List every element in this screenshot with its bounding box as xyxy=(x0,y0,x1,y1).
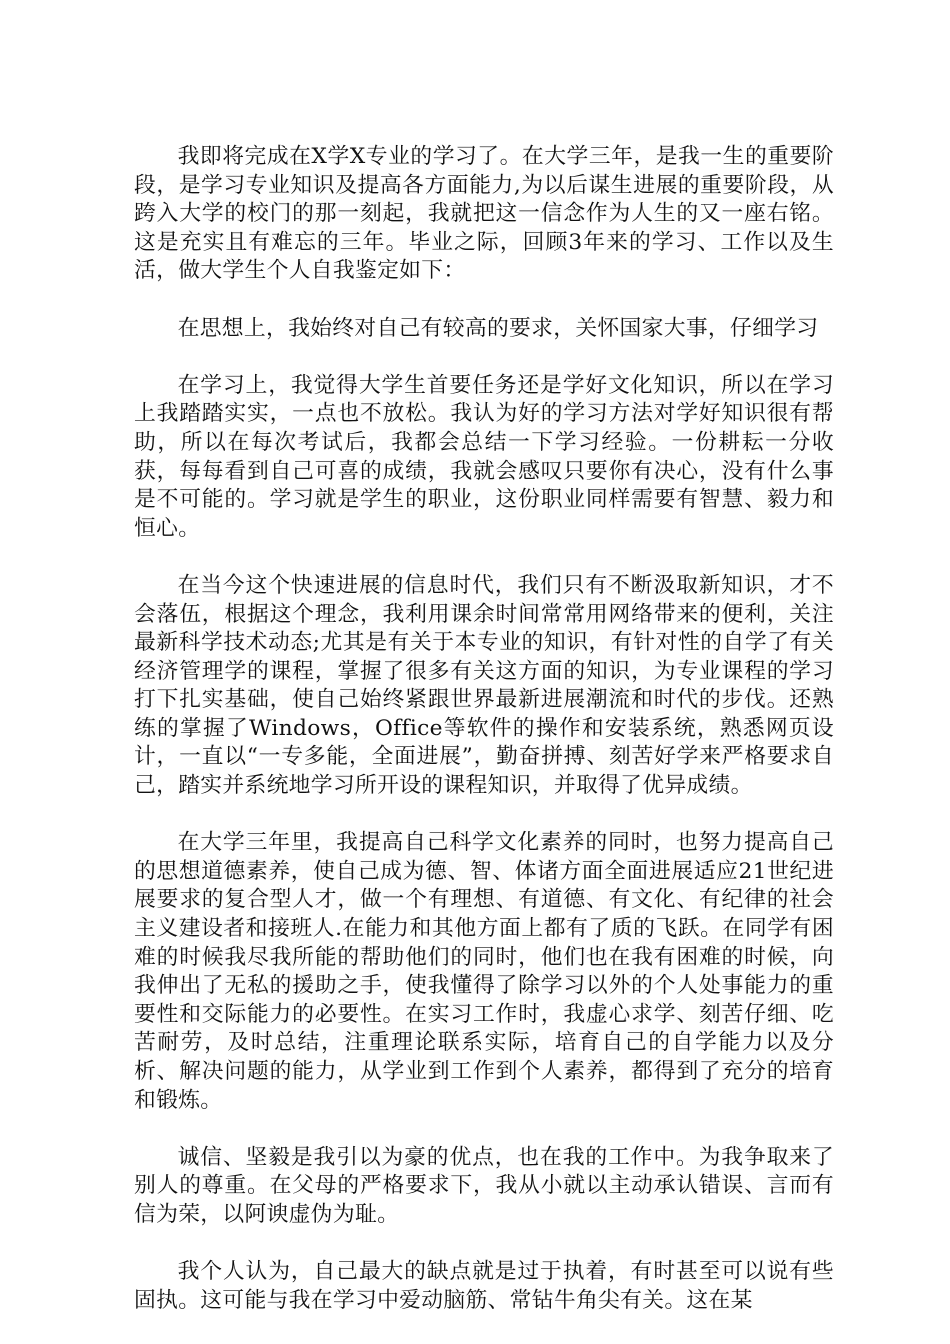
paragraph-study: 在学习上，我觉得大学生首要任务还是学好文化知识，所以在学习上我踏踏实实，一点也不放松。我认为好的学习方法对学好知识很有帮助，所以在每次考试后，我都会总结一下学习经验。一份耕耘一分收获，每每看到自己可喜的成绩，我就会感叹只要你有决心，没有什么事是不可能的。学习就是学生的职业，这份职业同样需要有智慧、毅力和恒心。 xyxy=(134,372,834,541)
paragraph-ideology: 在思想上，我始终对自己有较高的要求，关怀国家大事，仔细学习 xyxy=(177,315,819,341)
document-body xyxy=(134,143,834,1315)
paragraph-three-years: 在大学三年里，我提高自己科学文化素养的同时，也努力提高自己的思想道德素养，使自己成为德、智、体诸方面全面进展适应21世纪进展要求的复合型人才，做一个有理想、有道德、有文化、有纪律的社会主义建设者和接班人.在能力和其他方面上都有了质的飞跃。在同学有困难的时候我尽我所能的帮助他们的同时，他们也在我有困难的时候，向我伸出了无私的援助之手，使我懂得了除学习以外的个人处事能力的重要性和交际能力的必要性。在实习工作时，我虚心求学、刻苦仔细、吃苦耐劳，及时总结，注重理论联系实际，培育自己的自学能力以及分析、解决问题的能力，从学业到工作到个人素养，都得到了充分的培育和锻炼。 xyxy=(134,830,834,1113)
paragraph-weaknesses: 我个人认为，自己最大的缺点就是过于执着，有时甚至可以说有些固执。这可能与我在学习中爱动脑筋、常钻牛角尖有关。这在某 xyxy=(134,1259,834,1313)
paragraph-strengths: 诚信、坚毅是我引以为豪的优点，也在我的工作中。为我争取来了别人的尊重。在父母的严格要求下，我从小就以主动承认错误、言而有信为荣，以阿谀虚伪为耻。 xyxy=(134,1144,834,1227)
paragraph-new-knowledge: 在当今这个快速进展的信息时代，我们只有不断汲取新知识，才不会落伍，根据这个理念，我利用课余时间常常用网络带来的便利，关注最新科学技术动态;尤其是有关于本专业的知识，有针对性的自学了有关经济管理学的课程，掌握了很多有关这方面的知识，为专业课程的学习打下扎实基础，使自己始终紧跟世界最新进展潮流和时代的步伐。还熟练的掌握了Windows，Office等软件的操作和安装系统，熟悉网页设计，一直以“一专多能，全面进展”，勤奋拼搏、刻苦好学来严格要求自己，踏实并系统地学习所开设的课程知识，并取得了优异成绩。 xyxy=(134,572,834,799)
paragraph-intro: 我即将完成在X学X专业的学习了。在大学三年，是我一生的重要阶段，是学习专业知识及提高各方面能力,为以后谋生进展的重要阶段，从跨入大学的校门的那一刻起，我就把这一信念作为人生的又一座右铭。这是充实且有难忘的三年。毕业之际，回顾3年来的学习、工作以及生活，做大学生个人自我鉴定如下： xyxy=(134,144,834,284)
